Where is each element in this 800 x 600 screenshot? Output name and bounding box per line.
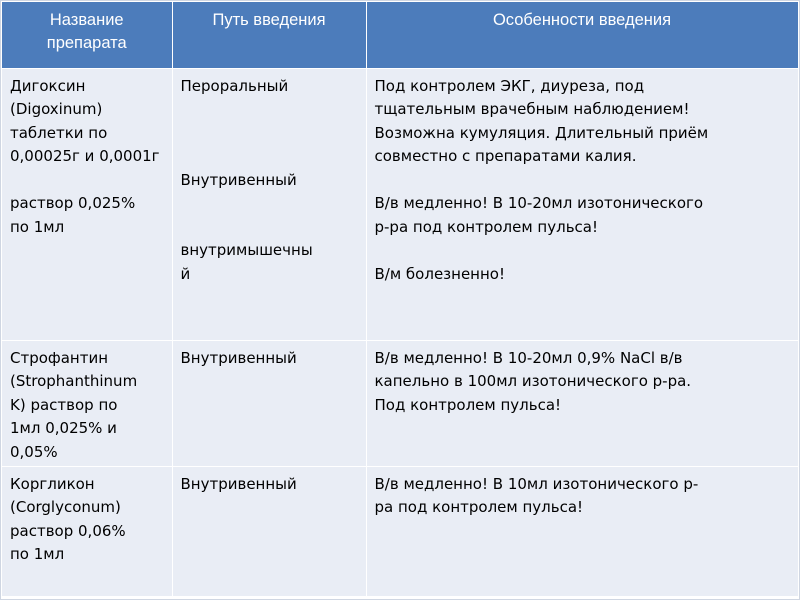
feature-line: тщательным врачебным наблюдением! — [374, 100, 690, 118]
spacer — [181, 192, 358, 216]
cell-features — [366, 340, 798, 466]
drug-name-line: (Strophanthinum — [10, 372, 138, 390]
cell-route — [172, 466, 366, 596]
drug-name-line: Дигоксин — [10, 76, 86, 95]
cell-drug-name — [2, 68, 172, 340]
cell-route — [172, 340, 366, 466]
drug-name-line: 1мл 0,025% и — [10, 419, 117, 437]
cell-features — [366, 466, 798, 596]
cell-features — [366, 68, 798, 340]
header-route-label: Путь введения — [212, 11, 326, 29]
drug-table — [2, 2, 799, 597]
drug-form-line: раствор 0,025% — [10, 194, 136, 212]
spacer — [375, 169, 790, 193]
drug-form-line: по 1мл — [10, 217, 65, 236]
spacer — [181, 122, 358, 169]
table-row-corglycon — [2, 466, 798, 596]
feature-line: В/в медленно! В 10-20мл изотонического — [374, 194, 704, 212]
route-iv: Внутривенный — [180, 474, 297, 493]
feature-line: В/в медленно! В 10-20мл 0,9% NaCl в/в — [374, 348, 683, 367]
feature-line: капельно в 100мл изотонического р-ра. — [374, 372, 692, 390]
drug-name-line: Строфантин — [10, 348, 109, 367]
cell-route — [172, 68, 366, 340]
route-iv: Внутривенный — [180, 348, 297, 367]
table-row-strophanthin — [2, 340, 798, 466]
header-drug-name-line1: Название — [49, 11, 124, 29]
cell-drug-name — [2, 340, 172, 466]
feature-line: В/м болезненно! — [374, 264, 505, 283]
feature-line: В/в медленно! В 10мл изотонического р- — [374, 474, 699, 493]
drug-name-line: K) раствор по — [10, 395, 118, 414]
drug-name-line: по 1мл — [10, 545, 65, 563]
spacer — [10, 169, 164, 193]
header-route — [172, 2, 366, 68]
spacer — [375, 239, 790, 263]
cell-drug-name — [2, 466, 172, 596]
feature-line: р-ра под контролем пульса! — [374, 217, 598, 236]
drug-name-line: таблетки по — [10, 123, 108, 142]
route-iv: Внутривенный — [180, 170, 297, 189]
header-drug-name-line2: препарата — [46, 34, 127, 52]
route-im-line: внутримышечны — [180, 241, 313, 259]
drug-name-line: 0,05% — [10, 442, 58, 461]
spacer — [181, 216, 358, 240]
drug-name-line: (Digoxinum) — [10, 100, 103, 118]
header-drug-name — [2, 2, 172, 68]
route-im-line: й — [180, 264, 191, 283]
drug-name-line: 0,00025г и 0,0001г — [10, 147, 160, 165]
route-oral: Пероральный — [180, 76, 289, 95]
table-header-row — [2, 2, 798, 68]
table-row-digoxin — [2, 68, 798, 340]
spacer — [181, 98, 358, 122]
drug-name-line: (Corglyconum) — [10, 498, 121, 516]
feature-line: совместно с препаратами калия. — [374, 147, 637, 165]
drug-name-line: Коргликон — [10, 474, 95, 493]
feature-line: ра под контролем пульса! — [374, 498, 584, 516]
feature-line: Под контролем ЭКГ, диуреза, под — [374, 76, 645, 95]
feature-line: Под контролем пульса! — [374, 395, 562, 414]
header-features — [366, 2, 798, 68]
header-features-label: Особенности введения — [492, 11, 672, 29]
drug-name-line: раствор 0,06% — [10, 521, 126, 540]
feature-line: Возможна кумуляция. Длительный приём — [374, 123, 709, 142]
